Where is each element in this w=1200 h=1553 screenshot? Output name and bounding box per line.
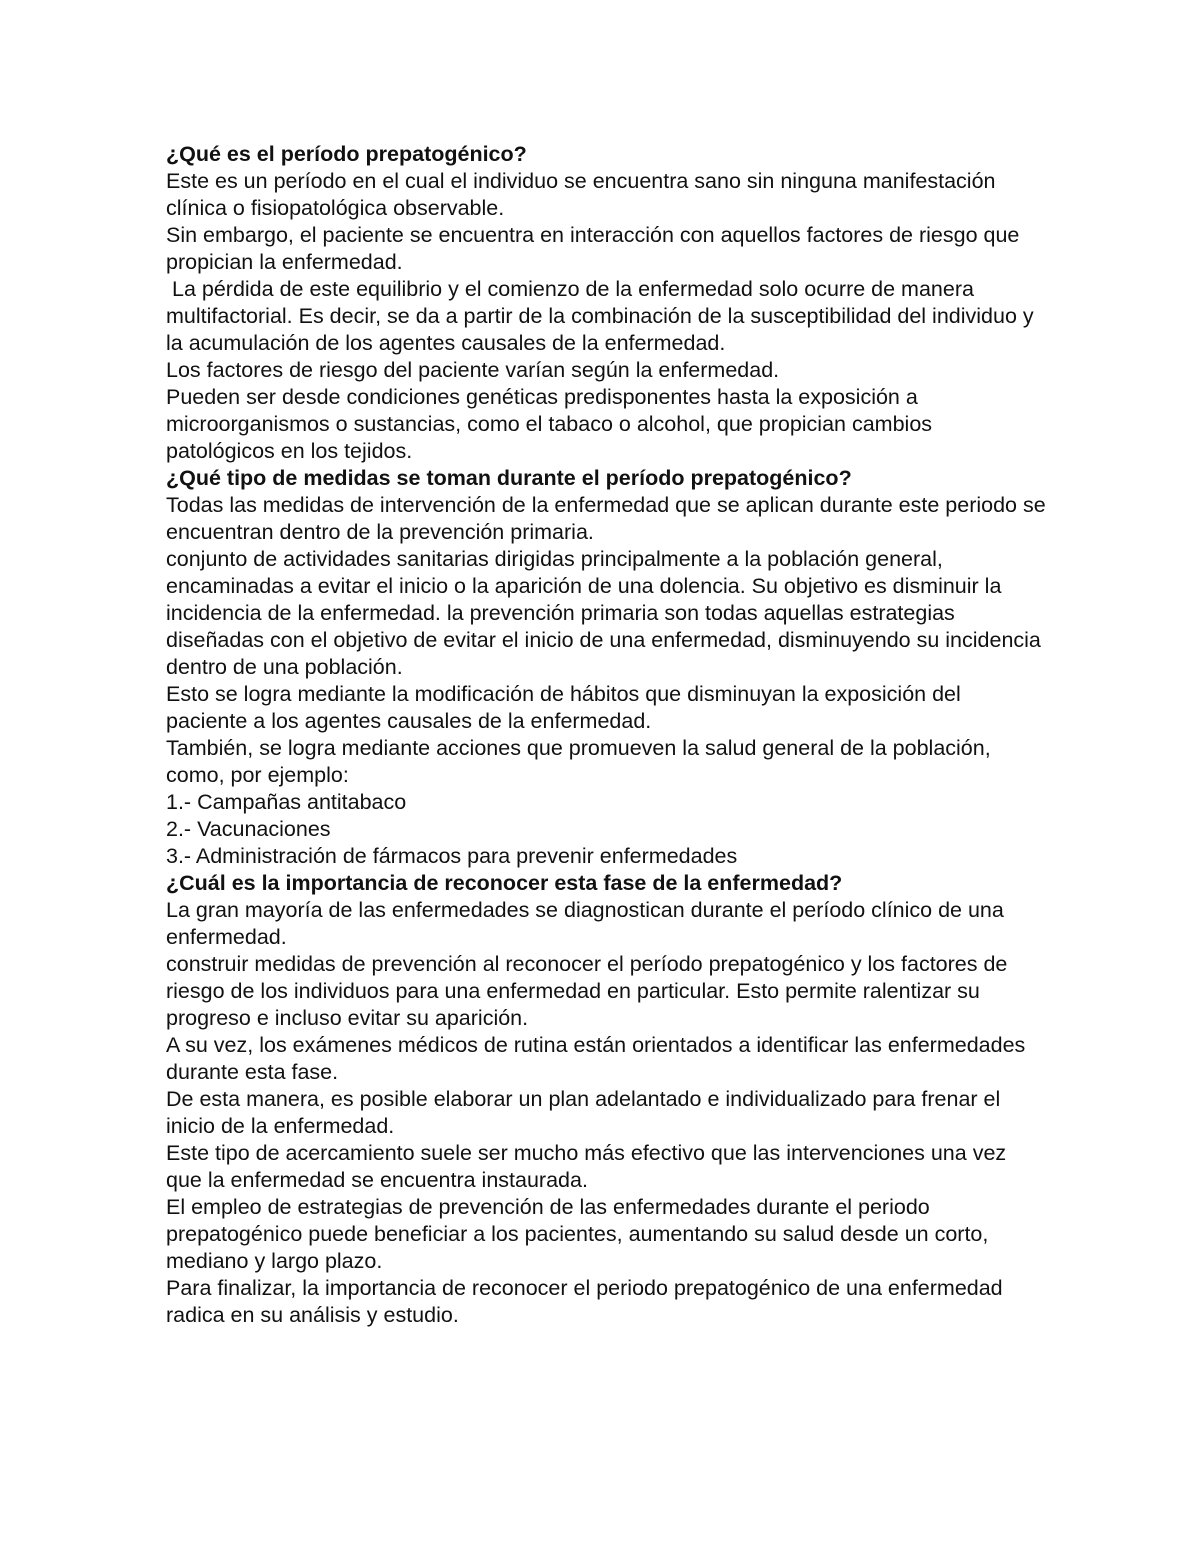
list-item: 3.- Administración de fármacos para prevenir enfermedades	[166, 844, 738, 868]
paragraph: De esta manera, es posible elaborar un plan adelantado e individualizado para frenar el inicio de la enfermedad.	[166, 1087, 1001, 1138]
paragraph: Esto se logra mediante la modificación de hábitos que disminuyan la exposición del paciente a los agentes causales de la enfermedad.	[166, 682, 961, 733]
paragraph: La gran mayoría de las enfermedades se diagnostican durante el período clínico de una enfermedad.	[166, 898, 1004, 949]
section-heading-measures: ¿Qué tipo de medidas se toman durante el período prepatogénico?	[166, 466, 852, 490]
paragraph: Sin embargo, el paciente se encuentra en interacción con aquellos factores de riesgo que propician la enfermedad.	[166, 223, 1020, 274]
paragraph: También, se logra mediante acciones que promueven la salud general de la población, como, por ejemplo:	[166, 736, 991, 787]
list-item: 2.- Vacunaciones	[166, 817, 331, 841]
paragraph: La pérdida de este equilibrio y el comienzo de la enfermedad solo ocurre de manera multifactorial. Es decir, se da a partir de la combinación de la susceptibilidad del individuo y la acumulación de los agentes causales de la enfermedad.	[166, 277, 1040, 355]
paragraph: conjunto de actividades sanitarias dirigidas principalmente a la población general, encaminadas a evitar el inicio o la aparición de una dolencia. Su objetivo es disminuir la incidencia de la enfermedad. la prevención primaria son todas aquellas estrategias diseñadas con el objetivo de evitar el inicio de una enfermedad, disminuyendo su incidencia dentro de una población.	[166, 547, 1041, 679]
paragraph: Todas las medidas de intervención de la enfermedad que se aplican durante este periodo se encuentran dentro de la prevención primaria.	[166, 493, 1046, 544]
paragraph: A su vez, los exámenes médicos de rutina están orientados a identificar las enfermedades durante esta fase.	[166, 1033, 1026, 1084]
section-heading-importance: ¿Cuál es la importancia de reconocer esta fase de la enfermedad?	[166, 871, 843, 895]
paragraph: construir medidas de prevención al reconocer el período prepatogénico y los factores de riesgo de los individuos para una enfermedad en particular. Esto permite ralentizar su progreso e incluso evitar su aparición.	[166, 952, 1008, 1030]
paragraph: El empleo de estrategias de prevención de las enfermedades durante el periodo prepatogénico puede beneficiar a los pacientes, aumentando su salud desde un corto, mediano y largo plazo.	[166, 1195, 989, 1273]
paragraph: Para finalizar, la importancia de reconocer el periodo prepatogénico de una enfermedad radica en su análisis y estudio.	[166, 1276, 1003, 1327]
list-item: 1.- Campañas antitabaco	[166, 790, 407, 814]
paragraph: Este tipo de acercamiento suele ser mucho más efectivo que las intervenciones una vez que la enfermedad se encuentra instaurada.	[166, 1141, 1007, 1192]
paragraph: Pueden ser desde condiciones genéticas predisponentes hasta la exposición a microorganismos o sustancias, como el tabaco o alcohol, que propician cambios patológicos en los tejidos.	[166, 385, 933, 463]
paragraph: Este es un período en el cual el individuo se encuentra sano sin ninguna manifestación clínica o fisiopatológica observable.	[166, 169, 996, 220]
document-page	[166, 141, 1046, 1329]
section-heading-prepathogenic-period: ¿Qué es el período prepatogénico?	[166, 142, 527, 166]
paragraph: Los factores de riesgo del paciente varían según la enfermedad.	[166, 358, 780, 382]
